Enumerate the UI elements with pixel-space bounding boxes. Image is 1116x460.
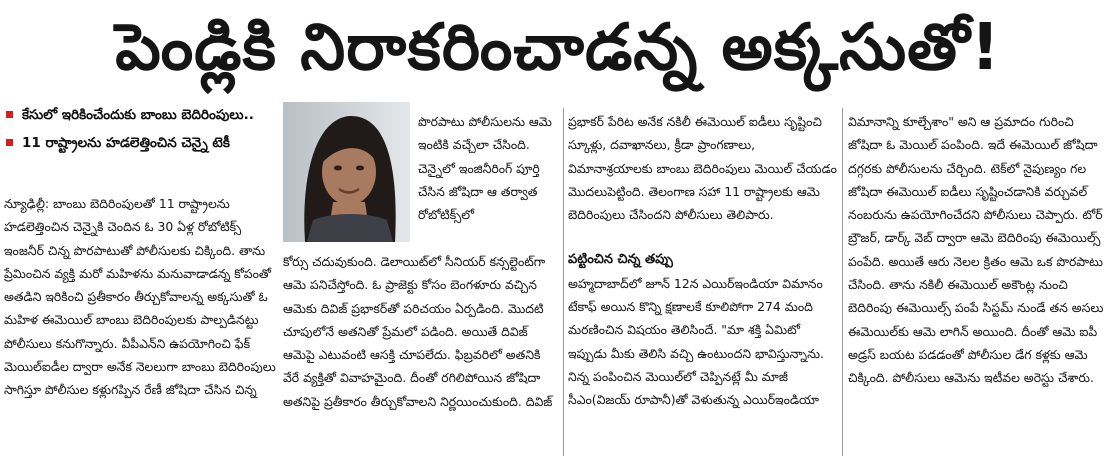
column-divider: [563, 108, 564, 456]
article-column-3: [568, 110, 838, 458]
column-divider: [842, 108, 843, 456]
article-paragraph: న్యూఢిల్లీ: బాంబు బెదిరింపులతో 11 రాష్ట్రాలను హడలెత్తించిన చెన్నైకి చెందిన ఓ 30 ఏళ్ల రోబోటిక్స్ ఇంజనీర్ చిన్న పొరపాటుతో పోలీసులకు చిక్కింది. తాను ప్రేమించిన వ్యక్తి మరో మహిళను మనువాడాడన్న కోపంతో అతడిని ఇరికించి ప్రతీకారం తీర్చుకోవాలన్న అక్కసుతో ఓ మహిళ ఈమెయిల్ బాంబు బెదిరింపులకు పాల్పడినట్టు పోలీసులు కనుగొన్నారు. వీపీఎన్‌ని ఉపయోగించి ఫేక్ మెయిల్‌ఐడీల ద్వారా అనేక నెలలుగా బాంబు బెదిరింపులు సాగిస్తూ పోలీసుల కళ్లుగప్పిన రేణీ జోషిదా చేసిన చిన్న: [4, 196, 276, 398]
article-paragraph: ప్రభాకర్ పేరిట అనేక నకిలీ ఈమెయిల్ ఐడీలు సృష్టించి స్కూళ్లు, దవాఖానలు, క్రీడా ప్రాంగణాలు, విమానాశ్రయాలకు బాంబు బెదిరింపులు మెయిల్ చేయడం మొదలుపెట్టింది. తెలంగాణ సహా 11 రాష్ట్రాలకు ఆమె బెదిరింపులు చేసిందని పోలీసులు తెలిపారు.: [568, 114, 837, 223]
article-column-1: [4, 192, 276, 458]
bullet-square-icon: [6, 139, 13, 146]
portrait-photo: [283, 102, 410, 242]
article-paragraph: విమానాన్ని కూల్చేశాం" అని ఆ ప్రమాదం గురించి జోషిదా ఓ మెయిల్ పంపింది. ఇదే ఈమెయిల్ జోషిదా దగ్గరకు పోలీసులను చేర్చింది. టెక్‌లో నైపుణ్యం గల జోషిదా ఈమెయిల్ ఐడీలు సృష్టించడానికి వర్చువల్ నంబరును ఉపయోగించేదని పోలీసులు చెప్పారు. టోర్ బ్రౌజర్, డార్క్ వెబ్ ద్వారా ఆమె బెదిరింపు ఈమెయిల్స్ పంపేది. అయితే ఆరు నెలల క్రితం ఆమె ఒక పొరపాటు చేసింది. తాను నకిలీ ఈమెయిల్ అకౌంట్ల నుంచి బెదిరింపు ఈమెయిల్స్ పంపే సిస్టమ్ నుండే తన అసలు ఈమెయిల్‌కు ఆమె లాగిన్ అయింది. దీంతో ఆమె ఐపీ అడ్రస్ బయట పడడంతో పోలీసుల డేగ కళ్లకు ఆమె చిక్కింది. పోలీసులు ఆమెను ఇటీవల అరెస్టు చేశారు.: [848, 114, 1104, 386]
highlight-text: 11 రాష్ట్రాలను హడలెత్తించిన చెన్నై టెకీ: [22, 135, 230, 151]
section-subheading: పట్టించిన చిన్న తప్పు: [568, 252, 673, 268]
highlight-item: [4, 131, 276, 155]
article-paragraph: అహ్మదాబాద్‌లో జూన్ 12న ఎయిర్‌ఇండియా విమానం టేకాఫ్ అయిన కొన్ని క్షణాలకే కూలిపోగా 274 మంది మరణించిన విషయం తెలిసిందే. "మా శక్తి ఏమిటో ఇప్పుడు మీకు తెలిసి వచ్చి ఉంటుందని భావిస్తున్నాను. నిన్న పంపించిన మెయిల్‌లో చెప్పినట్లే మీ మాజీ సీఎం(విజయ్ రూపానీ)తో వెళుతున్న ఎయిర్‌ఇండియా: [568, 275, 824, 408]
highlight-text: కేసులో ఇరికించేందుకు బాంబు బెదిరింపులు..: [22, 107, 254, 123]
article-paragraph: కోర్సు చదువుకుంది. డెలాయిట్‌లో సీనియర్ కన్సల్టెంట్‌గా ఆమె పనిచేస్తోంది. ఓ ప్రాజెక్టు కోసం బెంగళూరు వచ్చిన ఆమెకు దివిజ్ ప్రభాకర్‌తో పరిచయం ఏర్పడింది. మొదటి చూపులోనే అతనితో ప్రేమలో పడింది. అయితే దివిజ్ ఆమెపై ఎటువంటి ఆసక్తి చూపలేదు. ఫిబ్రవరిలో అతనికి వేరే వ్యక్తితో వివాహమైంది. దీంతో రగిలిపోయిన జోషిదా అతనిపై ప్రతీకారం తీర్చుకోవాలని నిర్ణయించుకుంది. దివిజ్: [283, 254, 553, 409]
highlight-item: [4, 103, 276, 127]
bullet-square-icon: [6, 111, 13, 118]
highlights: [4, 103, 276, 159]
article-column-2-bottom: [283, 250, 560, 458]
article-column-2-top: [418, 110, 560, 240]
article-column-4: [848, 110, 1112, 458]
headline: పెండ్లికి నిరాకరించాడన్న అక్కసుతో!: [115, 11, 1001, 85]
article-paragraph: పొరపాటు పోలీసులను ఆమె ఇంటికి వచ్చేలా చేసింది. చెన్నైలో ఇంజినీరింగ్ పూర్తి చేసిన జోషిదా ఆ తర్వాత రోబోటిక్స్‌లో: [418, 114, 552, 223]
